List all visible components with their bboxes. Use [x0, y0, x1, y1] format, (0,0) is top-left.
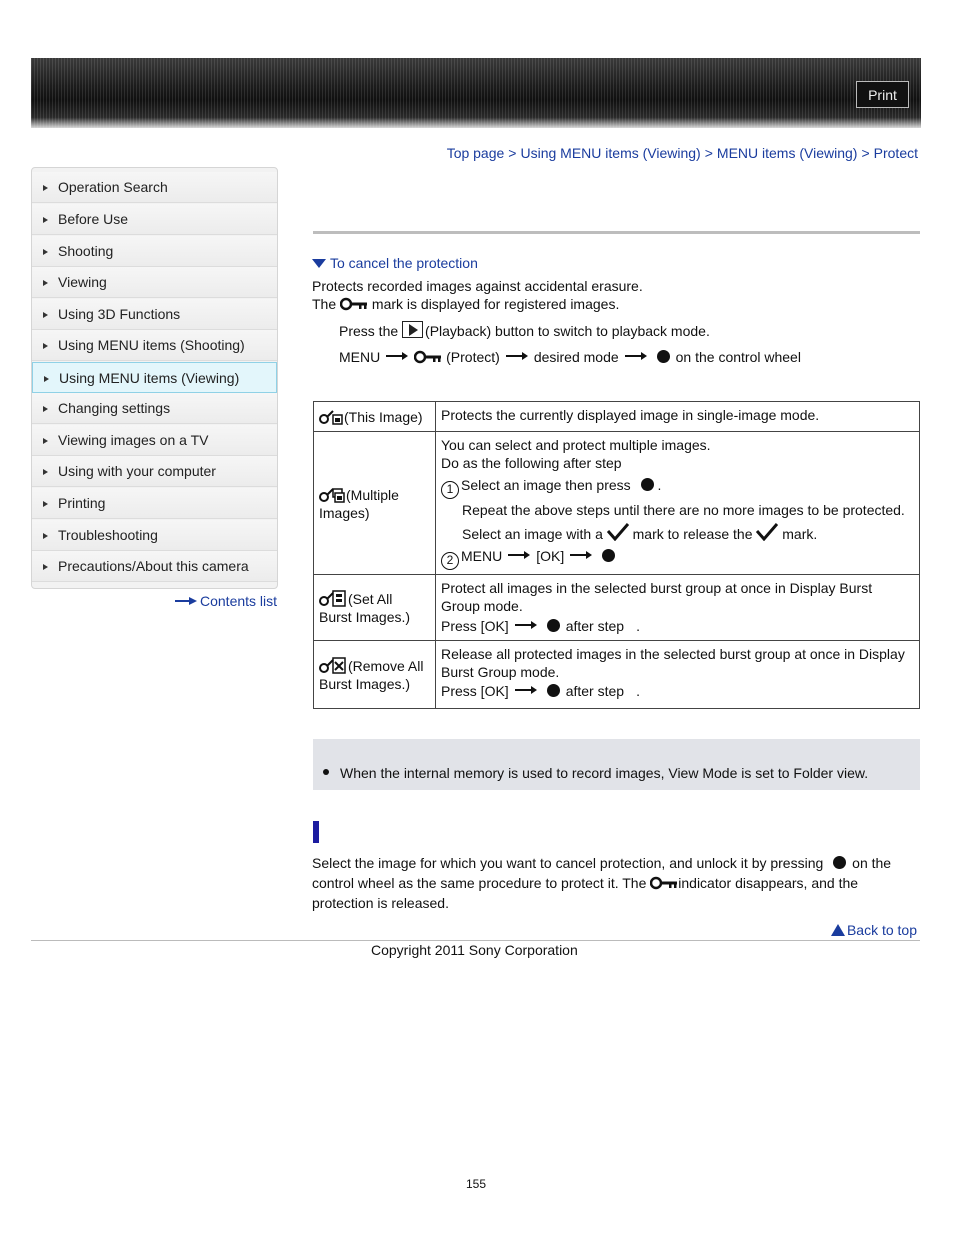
breadcrumb-separator: >	[704, 145, 713, 161]
center-button-icon	[657, 350, 670, 363]
release-end: mark.	[782, 526, 818, 542]
center-button-icon	[641, 478, 654, 491]
check-icon	[607, 523, 629, 541]
triangle-right-icon	[43, 280, 48, 286]
sidebar-item-menu-viewing[interactable]	[32, 362, 277, 393]
table-cell-label	[314, 432, 436, 575]
sidebar-item-label: Using MENU items (Viewing)	[59, 369, 240, 386]
sidebar-item-label: Changing settings	[58, 400, 171, 416]
step-2-end: on the control wheel	[675, 349, 801, 365]
sidebar-item-computer[interactable]	[32, 456, 277, 487]
intro-line-2	[312, 295, 619, 313]
title-divider	[313, 231, 920, 234]
section-heading-bar	[313, 821, 319, 843]
triangle-right-icon	[43, 469, 48, 475]
arrow-right-icon	[386, 351, 408, 361]
arrow-right-icon	[515, 620, 537, 630]
center-button-icon	[547, 684, 560, 697]
cancel-protection-paragraph	[312, 853, 912, 913]
breadcrumb	[447, 145, 918, 161]
set-all-press	[441, 617, 914, 635]
table-cell-label	[314, 402, 436, 432]
sidebar-item-label: Viewing images on a TV	[58, 432, 209, 448]
cancel-text-1: Select the image for which you want to cancel protection, and unlock it by pressing	[312, 855, 824, 871]
key-icon	[340, 297, 368, 311]
intro-text-pre: The	[312, 296, 337, 312]
center-button-icon	[602, 549, 615, 562]
set-all-end: .	[636, 618, 640, 634]
set-all-line-2: Group mode.	[441, 598, 523, 614]
cancel-text-3: control wheel as the same procedure to protect it. The	[312, 875, 647, 891]
multiple-substep-repeat: Repeat the above steps until there are no more images to be protected.	[462, 502, 905, 518]
back-to-top-label[interactable]: Back to top	[846, 922, 917, 938]
arrow-right-icon	[175, 597, 197, 605]
set-all-press-text: Press [OK]	[441, 618, 509, 634]
key-icon	[414, 350, 442, 364]
sidebar-item-precautions[interactable]	[32, 551, 277, 582]
step-2-mode: desired mode	[533, 349, 619, 365]
sidebar-item-label: Before Use	[58, 211, 129, 227]
sidebar-item-label: Operation Search	[58, 179, 168, 195]
cancel-protection-link[interactable]	[312, 255, 478, 271]
remove-all-label-2: Burst Images.)	[319, 676, 411, 692]
contents-list-link[interactable]	[175, 593, 277, 609]
arrow-right-icon	[506, 351, 528, 361]
step-number-1-icon: 1	[441, 481, 459, 499]
triangle-right-icon	[44, 376, 49, 382]
arrow-right-icon	[508, 550, 530, 560]
release-mid: mark to release the	[632, 526, 753, 542]
sidebar-item-viewing[interactable]	[32, 267, 277, 298]
table-cell-desc	[436, 432, 920, 575]
sidebar-item-label: Using MENU items (Shooting)	[58, 337, 245, 353]
triangle-right-icon	[43, 312, 48, 318]
step-2-menu: MENU	[339, 349, 381, 365]
substep-2-ok: [OK]	[536, 548, 565, 564]
table-cell-label	[314, 575, 436, 641]
triangle-right-icon	[43, 564, 48, 570]
breadcrumb-top-page[interactable]: Top page	[446, 145, 505, 161]
center-button-icon	[547, 619, 560, 632]
table-row	[314, 641, 920, 709]
header-banner	[31, 58, 921, 128]
remove-all-press-text: Press [OK]	[441, 683, 509, 699]
table-cell-desc	[436, 575, 920, 641]
sidebar-item-changing-settings[interactable]	[32, 393, 277, 424]
protect-set-all-burst-icon	[319, 589, 347, 607]
step-2	[339, 348, 801, 366]
triangle-right-icon	[43, 406, 48, 412]
key-icon	[650, 876, 678, 890]
table-row	[314, 402, 920, 432]
table-row	[314, 575, 920, 641]
remove-all-press	[441, 682, 914, 700]
sidebar-item-before-use[interactable]	[32, 204, 277, 235]
remove-all-end: .	[636, 683, 640, 699]
cancel-text-5: protection is released.	[312, 895, 449, 911]
sidebar-item-shooting[interactable]	[32, 236, 277, 267]
multiple-line-1: You can select and protect multiple images.	[441, 437, 711, 453]
sidebar-item-menu-shooting[interactable]	[32, 330, 277, 361]
protect-this-image-icon	[319, 407, 343, 425]
remove-all-label-1: (Remove All	[348, 658, 424, 674]
substep-1-end: .	[657, 477, 662, 493]
protect-mode-table	[313, 401, 920, 709]
bullet-icon	[323, 769, 329, 775]
multiple-line-2: Do as the following after step	[441, 455, 622, 471]
triangle-right-icon	[43, 343, 48, 349]
arrow-right-icon	[570, 550, 592, 560]
center-button-icon	[833, 856, 846, 869]
remove-all-line-1: Release all protected images in the selected burst group at once in Display	[441, 646, 905, 662]
set-all-label-1: (Set All	[348, 591, 393, 607]
multiple-substep-release	[441, 523, 914, 543]
substep-1-text: Select an image then press	[461, 477, 631, 493]
protect-remove-all-burst-icon	[319, 656, 347, 674]
set-all-line-1: Protect all images in the selected burst group at once in Display Burst	[441, 580, 873, 596]
cancel-text-4: indicator disappears, and the	[678, 875, 859, 891]
triangle-right-icon	[43, 501, 48, 507]
sidebar-item-troubleshooting[interactable]	[32, 520, 277, 551]
breadcrumb-menu-items-viewing[interactable]: MENU items (Viewing)	[716, 145, 858, 161]
sidebar-item-label: Using with your computer	[58, 463, 216, 479]
sidebar-item-viewing-tv[interactable]	[32, 425, 277, 456]
note-box	[313, 739, 920, 790]
print-button[interactable]: Print	[856, 81, 909, 108]
contents-list-label[interactable]: Contents list	[200, 593, 278, 609]
table-cell-label	[314, 641, 436, 709]
multiple-substep-1	[441, 476, 914, 499]
triangle-right-icon	[43, 249, 48, 255]
table-cell-desc	[436, 641, 920, 709]
sidebar-item-printing[interactable]	[32, 488, 277, 519]
breadcrumb-separator: >	[861, 145, 870, 161]
cancel-text-2: on the	[852, 855, 892, 871]
remove-all-line-2: Burst Group mode.	[441, 664, 560, 680]
triangle-down-icon	[312, 259, 326, 268]
intro-line-1: Protects recorded images against accidental erasure.	[312, 278, 643, 294]
protect-multiple-images-icon	[319, 485, 345, 503]
sidebar-item-label: Shooting	[58, 243, 114, 259]
triangle-right-icon	[43, 217, 48, 223]
step-1-pre: Press the	[339, 323, 399, 339]
step-2-protect: (Protect)	[446, 349, 500, 365]
remove-all-after: after step	[565, 683, 625, 699]
multiple-label-1: (Multiple	[346, 486, 399, 503]
table-row	[314, 432, 920, 575]
release-pre: Select an image with a	[462, 526, 603, 542]
triangle-right-icon	[43, 438, 48, 444]
check-icon	[756, 523, 778, 541]
arrow-right-icon	[515, 685, 537, 695]
triangle-up-icon	[831, 924, 845, 936]
step-1-post: (Playback) button to switch to playback mode.	[425, 323, 710, 339]
footer-divider	[31, 940, 920, 941]
sidebar-item-3d-functions[interactable]	[32, 299, 277, 330]
substep-2-menu: MENU	[461, 548, 503, 564]
note-text: When the internal memory is used to record images, View Mode is set to Folder view.	[340, 765, 869, 781]
playback-icon	[402, 321, 423, 338]
intro-text-post: mark is displayed for registered images.	[371, 296, 620, 312]
back-to-top-link[interactable]	[831, 922, 917, 938]
cancel-protection-label[interactable]: To cancel the protection	[330, 255, 478, 271]
sidebar-item-operation-search[interactable]	[32, 172, 277, 203]
sidebar-item-label: Printing	[58, 495, 106, 511]
sidebar-nav	[31, 167, 278, 589]
sidebar-item-label: Using 3D Functions	[58, 306, 181, 322]
breadcrumb-separator: >	[508, 145, 517, 161]
step-1	[339, 321, 710, 340]
this-image-label: (This Image)	[344, 409, 423, 425]
sidebar-item-label: Troubleshooting	[58, 527, 158, 543]
table-cell-desc: Protects the currently displayed image in single-image mode.	[436, 402, 920, 432]
breadcrumb-protect[interactable]: Protect	[873, 145, 918, 161]
set-all-label-2: Burst Images.)	[319, 609, 411, 625]
multiple-label-2: Images)	[319, 504, 370, 521]
triangle-right-icon	[43, 533, 48, 539]
triangle-right-icon	[43, 185, 48, 191]
set-all-after: after step	[565, 618, 625, 634]
multiple-substep-2	[441, 547, 914, 570]
page-number: 155	[466, 1177, 487, 1191]
step-number-2-icon: 2	[441, 552, 459, 570]
arrow-right-icon	[625, 351, 647, 361]
breadcrumb-using-menu-viewing[interactable]: Using MENU items (Viewing)	[520, 145, 701, 161]
sidebar-item-label: Precautions/About this camera	[58, 558, 249, 574]
sidebar-item-label: Viewing	[58, 274, 107, 290]
copyright: Copyright 2011 Sony Corporation	[371, 942, 578, 958]
